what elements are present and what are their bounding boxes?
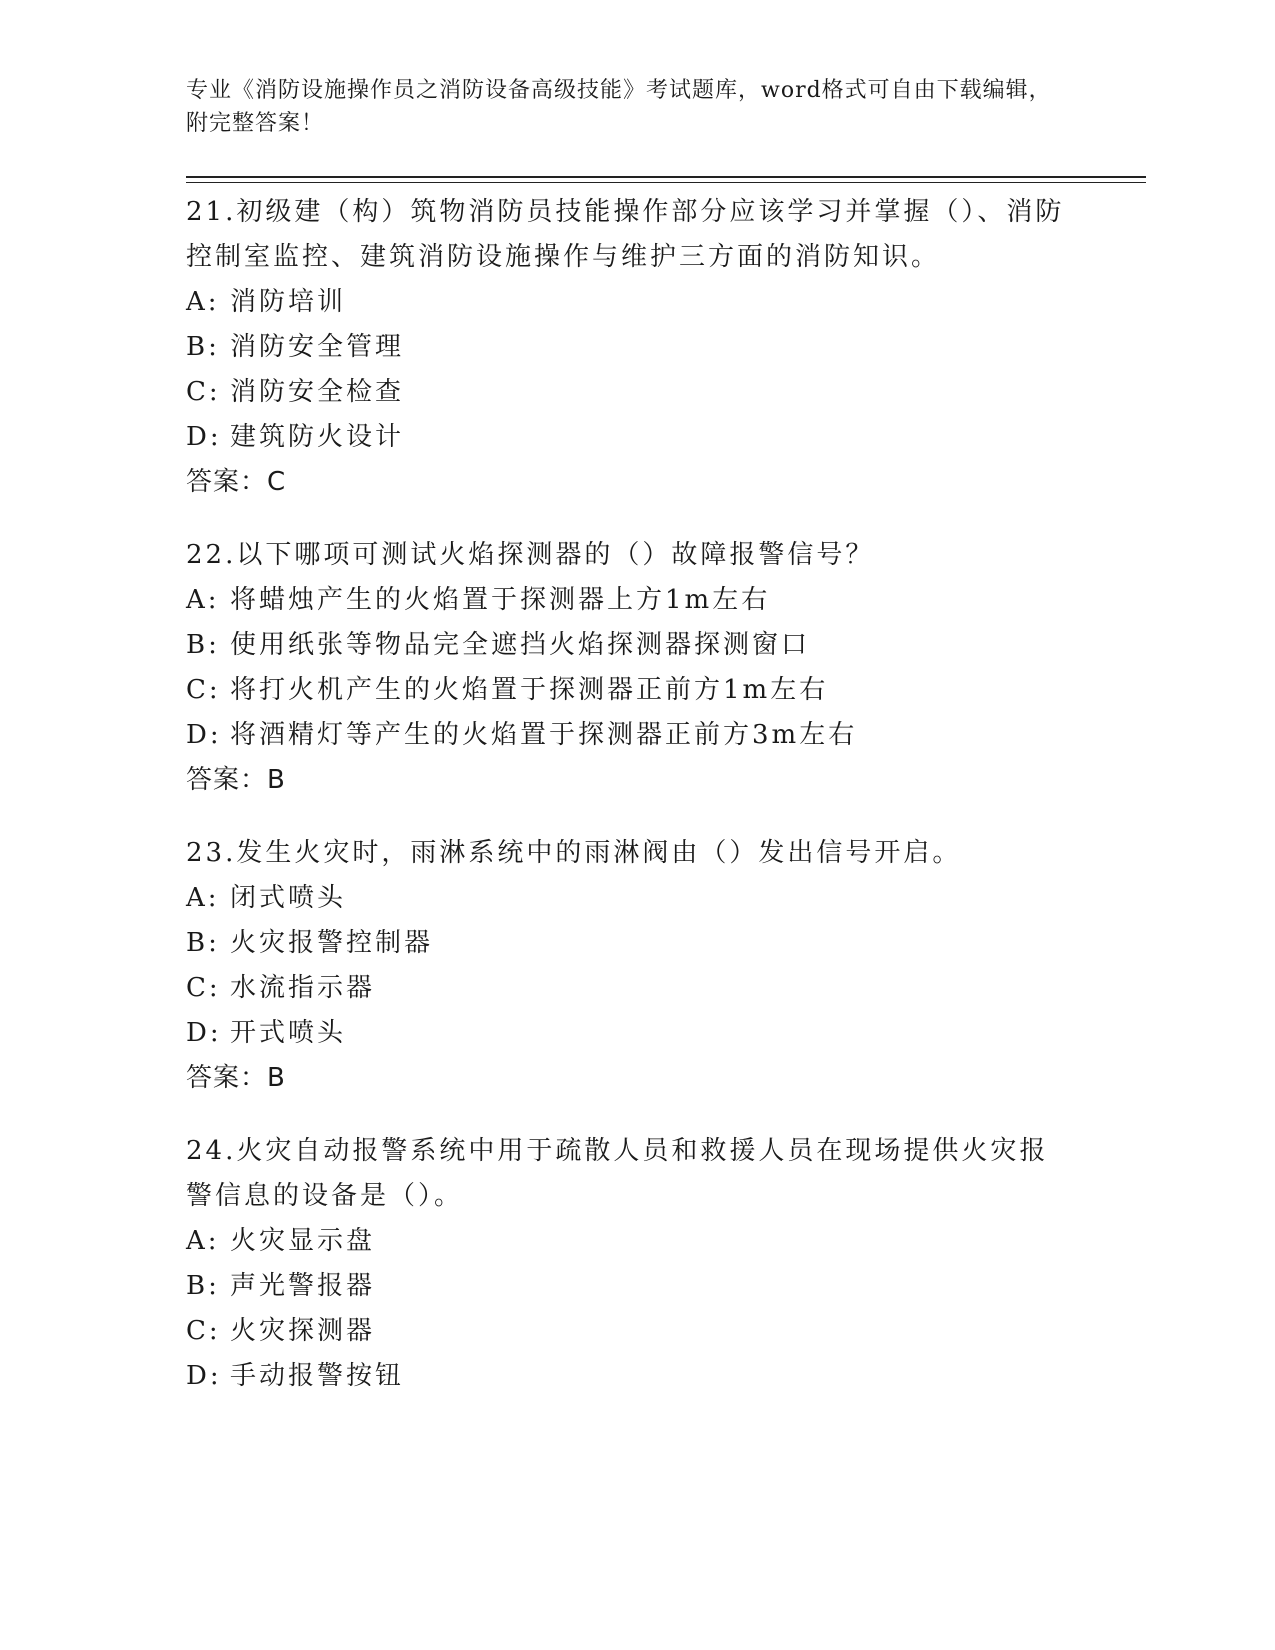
- option-a: [186, 578, 1066, 623]
- question-text: 24.火灾自动报警系统中用于疏散人员和救援人员在现场提供火灾报警信息的设备是（）。: [186, 1136, 1049, 1211]
- option-c: [186, 370, 1066, 415]
- option-letter: A:: [186, 287, 220, 317]
- option-a: [186, 876, 1066, 921]
- question-text: 22.以下哪项可测试火焰探测器的（）故障报警信号？: [186, 540, 875, 570]
- question-23: [186, 831, 1066, 1101]
- option-d: [186, 1011, 1066, 1056]
- answer-text: 答案：B: [186, 1063, 286, 1093]
- document-header: 专业《消防设施操作员之消防设备高级技能》考试题库，word格式可自由下载编辑，附完整答案！: [186, 78, 1052, 136]
- option-c: [186, 668, 1066, 713]
- option-text: 火灾报警控制器: [230, 928, 434, 958]
- option-text: 手动报警按钮: [230, 1361, 405, 1391]
- option-c: [186, 966, 1066, 1011]
- option-text: 声光警报器: [230, 1271, 376, 1301]
- option-letter: B:: [186, 332, 220, 362]
- question-22: [186, 533, 1066, 803]
- question-21: [186, 190, 1066, 505]
- option-text: 消防培训: [230, 287, 347, 317]
- option-letter: C:: [186, 1316, 221, 1346]
- option-text: 闭式喷头: [230, 883, 347, 913]
- answer-text: 答案：B: [186, 765, 286, 795]
- option-letter: B:: [186, 928, 220, 958]
- option-letter: C:: [186, 377, 221, 407]
- option-text: 火灾显示盘: [230, 1226, 376, 1256]
- option-a: [186, 1219, 1066, 1264]
- option-text: 水流指示器: [230, 973, 376, 1003]
- option-letter: C:: [186, 675, 221, 705]
- option-letter: D:: [186, 720, 222, 750]
- option-text: 将酒精灯等产生的火焰置于探测器正前方3m左右: [230, 720, 858, 750]
- option-letter: B:: [186, 630, 220, 660]
- option-letter: D:: [186, 1361, 222, 1391]
- question-text: 23.发生火灾时，雨淋系统中的雨淋阀由（）发出信号开启。: [186, 838, 962, 868]
- option-letter: B:: [186, 1271, 220, 1301]
- option-letter: A:: [186, 883, 220, 913]
- option-text: 将蜡烛产生的火焰置于探测器上方1m左右: [230, 585, 771, 615]
- question-text: 21.初级建（构）筑物消防员技能操作部分应该学习并掌握（）、消防控制室监控、建筑消防设施操作与维护三方面的消防知识。: [186, 197, 1065, 272]
- option-letter: C:: [186, 973, 221, 1003]
- option-d: [186, 415, 1066, 460]
- answer-text: 答案：C: [186, 467, 287, 497]
- option-text: 使用纸张等物品完全遮挡火焰探测器探测窗口: [230, 630, 811, 660]
- option-text: 消防安全检查: [230, 377, 405, 407]
- option-text: 火灾探测器: [230, 1316, 376, 1346]
- option-b: [186, 325, 1066, 370]
- option-letter: D:: [186, 422, 222, 452]
- header-divider-thin: [186, 182, 1146, 183]
- option-a: [186, 280, 1066, 325]
- option-d: [186, 713, 1066, 758]
- option-b: [186, 623, 1066, 668]
- question-24: [186, 1129, 1066, 1399]
- option-letter: A:: [186, 585, 220, 615]
- option-letter: A:: [186, 1226, 220, 1256]
- option-d: [186, 1354, 1066, 1399]
- option-text: 将打火机产生的火焰置于探测器正前方1m左右: [230, 675, 829, 705]
- option-text: 消防安全管理: [230, 332, 405, 362]
- option-text: 建筑防火设计: [230, 422, 405, 452]
- option-text: 开式喷头: [230, 1018, 347, 1048]
- option-b: [186, 1264, 1066, 1309]
- option-letter: D:: [186, 1018, 222, 1048]
- option-c: [186, 1309, 1066, 1354]
- header-divider-thick: [186, 176, 1146, 178]
- question-list: [186, 190, 1066, 1427]
- option-b: [186, 921, 1066, 966]
